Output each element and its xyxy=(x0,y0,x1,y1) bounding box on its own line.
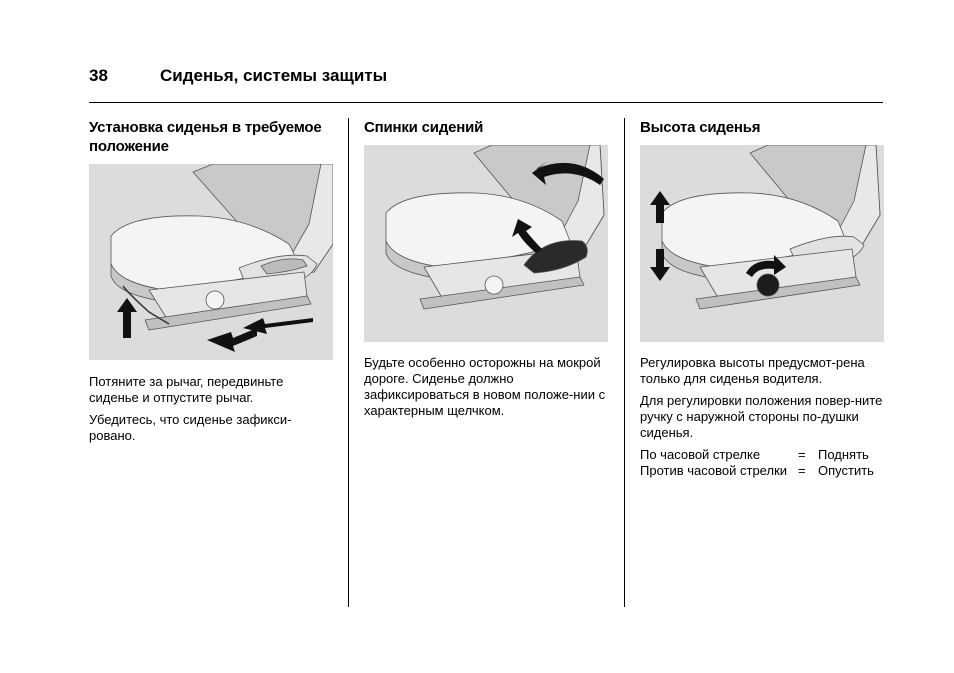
seat-height-illustration xyxy=(640,145,884,342)
paragraph: Потяните за рычаг, передвиньте сиденье и отпустите рычаг. xyxy=(89,374,284,405)
equals-sign: = xyxy=(798,447,806,462)
column-seat-height xyxy=(640,118,884,479)
header-rule xyxy=(89,102,883,103)
column-divider-2 xyxy=(624,118,625,607)
seat-back-illustration xyxy=(364,145,608,342)
paragraph: Регулировка высоты предусмот-рена только для сиденья водителя. xyxy=(640,355,865,386)
height-adjust-table xyxy=(640,447,884,479)
paragraph: Для регулировки положения повер-ните ручку с наружной стороны по-душки сиденья. xyxy=(640,393,883,440)
page-header-title: Сиденья, системы защиты xyxy=(160,66,388,85)
seat-position-illustration xyxy=(89,164,333,360)
table-row xyxy=(640,463,884,479)
column-seat-position xyxy=(89,118,333,450)
adjust-result: Поднять xyxy=(818,447,869,462)
column-seat-backs xyxy=(364,118,608,425)
section-heading-seat-backs: Спинки сидений xyxy=(364,119,484,136)
adjust-action: Против часовой стрелки xyxy=(640,463,788,478)
paragraph: Убедитесь, что сиденье зафикси-ровано. xyxy=(89,412,292,443)
table-row xyxy=(640,447,884,463)
paragraph: Будьте особенно осторожны на мокрой дороге. Сиденье должно зафиксироваться в новом положе-нии с характерным щелчком. xyxy=(364,355,606,418)
page-number: 38 xyxy=(89,66,108,85)
column-divider-1 xyxy=(348,118,349,607)
adjust-result: Опустить xyxy=(818,463,874,478)
section-heading-seat-height: Высота сиденья xyxy=(640,119,761,136)
equals-sign: = xyxy=(798,463,806,478)
adjust-action: По часовой стрелке xyxy=(640,447,761,462)
section-heading-seat-position: Установка сиденья в требуемое положение xyxy=(89,119,322,155)
